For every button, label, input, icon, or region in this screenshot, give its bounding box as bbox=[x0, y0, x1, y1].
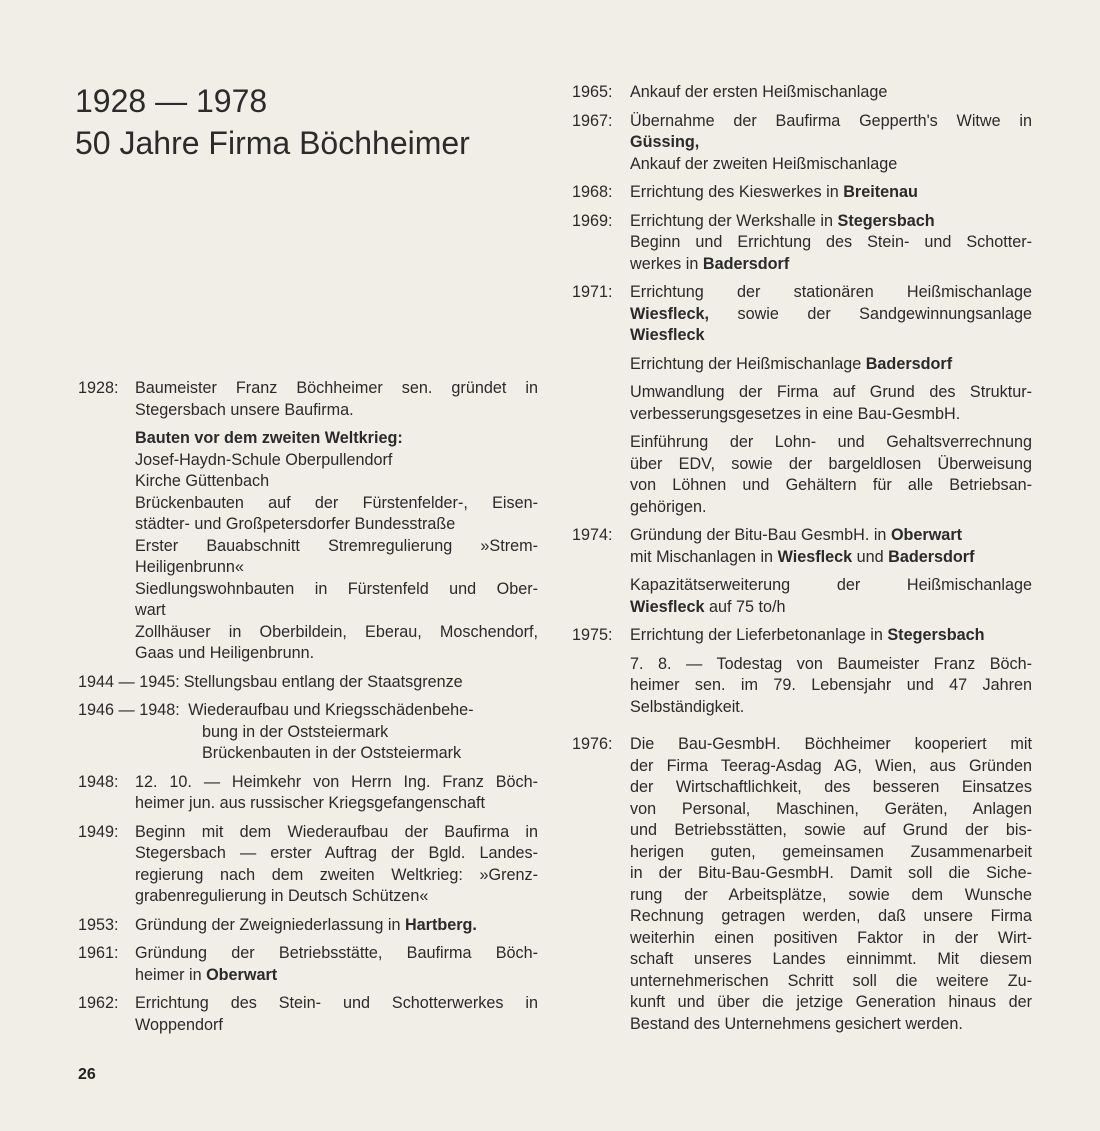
entry-text: bung in der Oststeiermark Brückenbauten in der Oststeiermark bbox=[202, 722, 462, 762]
entry-text: Errichtung des Kieswerkes in Breitenau bbox=[630, 183, 918, 201]
entry-text: Übernahme der Baufirma Gepperth's Witwe in Güssing, Ankauf der zweiten Heißmischanlage bbox=[630, 111, 1032, 173]
entry-text: Errichtung des Stein- und Schotterwerkes in Woppendorf bbox=[135, 994, 538, 1034]
entry-text: Errichtung der Lieferbetonanlage in Stegersbach 7. 8. — Todestag von Baumeister Franz Böch- heimer sen. im 79. Lebensjahr und 47 Jahren Selbständigkeit. bbox=[630, 626, 1032, 716]
place-name: Wiesfleck bbox=[630, 326, 705, 344]
entry-year: 1948: bbox=[78, 772, 119, 791]
entry-text: 12. 10. — Heimkehr von Herrn Ing. Franz Böch- heimer jun. aus russischer Kriegsgefangenschaft bbox=[135, 772, 538, 812]
place-name: Wiesfleck, bbox=[630, 304, 710, 323]
building-item: Kirche Güttenbach bbox=[135, 472, 270, 490]
place-name: Badersdorf bbox=[865, 354, 953, 373]
place-name: Badersdorf bbox=[702, 254, 790, 273]
chronicle-entry-1974 bbox=[572, 525, 1032, 618]
chronicle-entry-1962 bbox=[78, 993, 538, 1036]
chronicle-entry-1965 bbox=[572, 82, 1032, 104]
building-item: Zollhäuser in Oberbildein, Eberau, Moschendorf, bbox=[135, 622, 538, 641]
place-name: Oberwart bbox=[206, 965, 278, 984]
building-item: Josef-Haydn-Schule Oberpullendorf bbox=[135, 450, 393, 469]
entry-text: Beginn mit dem Wiederaufbau der Baufirma in Stegersbach — erster Auftrag der Bgld. Landes- regierung nach dem zweiten Weltkrieg: »Grenz- grabenregulierung in Deutsch Schützen« bbox=[135, 822, 538, 905]
entry-year: 1961: bbox=[78, 944, 119, 962]
right-column bbox=[572, 82, 1032, 1042]
entry-text: Gründung der Betriebsstätte, Baufirma Böch- heimer in Oberwart bbox=[135, 944, 538, 984]
page-number: 26 bbox=[78, 1066, 96, 1083]
place-name: Oberwart bbox=[890, 526, 963, 544]
chronicle-entry-1948 bbox=[78, 772, 538, 815]
left-column bbox=[78, 378, 538, 1043]
place-name: Breitenau bbox=[843, 183, 918, 201]
entry-text: Gründung der Bitu-Bau GesmbH. in Oberwart mit Mischanlagen in Wiesfleck und Badersdorf Kapazitätserweiterung der Heißmischanlage Wiesfleck auf 75 to/h bbox=[630, 526, 1032, 616]
entry-year: 1976: bbox=[572, 735, 613, 753]
title-years: 1928 — 1978 bbox=[75, 83, 268, 119]
entry-text: Stellungsbau entlang der Staatsgrenze bbox=[183, 672, 463, 691]
chronicle-entry-1967 bbox=[572, 111, 1032, 176]
place-name: Stegersbach bbox=[887, 626, 985, 644]
building-item: städter- und Großpetersdorfer Bundesstraße bbox=[135, 515, 456, 533]
entry-text: Errichtung der Werkshalle in Stegersbach Beginn und Errichtung des Stein- und Schotter- werkes in Badersdorf bbox=[630, 211, 1032, 273]
entry-year: 1968: bbox=[572, 183, 613, 201]
chronicle-entry-1976 bbox=[572, 734, 1032, 1035]
entry-text: Errichtung der stationären Heißmischanlage Wiesfleck, sowie der Sandgewinnungsanlage Wiesfleck Errichtung der Heißmischanlage Badersdorf Umwandlung der Firma auf Grund des Struktur- verbesserungsgesetzes in eine Bau-GesmbH. Einführung der Lohn- und Gehaltsverrechnung über EDV, sowie der bargeldlosen Überweisung von Löhnen und Gehältern für alle Betriebsan- gehörigen. bbox=[630, 283, 1032, 516]
entry-year: 1975: bbox=[572, 626, 613, 644]
chronicle-entry-1928 bbox=[78, 378, 538, 665]
entry-text: Gründung der Zweigniederlassung in Hartberg. bbox=[135, 915, 477, 934]
building-item: Gaas und Heiligenbrunn. bbox=[135, 644, 315, 662]
entry-year: 1946 — 1948: bbox=[78, 701, 180, 719]
entry-year: 1928: bbox=[78, 379, 119, 397]
entry-year: 1969: bbox=[572, 211, 613, 230]
entry-year: 1949: bbox=[78, 822, 119, 841]
entry-year: 1971: bbox=[572, 283, 613, 301]
entry-year: 1944 — 1945: bbox=[78, 672, 180, 691]
chronicle-entry-1971 bbox=[572, 282, 1032, 518]
page-title bbox=[75, 80, 470, 164]
place-name: Wiesfleck bbox=[630, 597, 705, 616]
chronicle-entry-1961 bbox=[78, 943, 538, 986]
entry-text: Ankauf der ersten Heißmischanlage bbox=[630, 83, 888, 101]
building-item: Erster Bauabschnitt Stremregulierung »Strem- bbox=[135, 536, 538, 555]
chronicle-entry-1975 bbox=[572, 625, 1032, 718]
section-heading: Bauten vor dem zweiten Weltkrieg: bbox=[135, 429, 403, 447]
building-item: Heiligenbrunn« bbox=[135, 558, 244, 576]
place-name: Hartberg. bbox=[404, 915, 477, 934]
chronicle-entry-1946-1948: 1946 — 1948: Wiederaufbau und Kriegsschädenbehe- bung in der Oststeiermark Brückenbauten in der Oststeiermark bbox=[78, 700, 538, 765]
entry-year: 1953: bbox=[78, 915, 119, 934]
place-name: Wiesfleck bbox=[777, 547, 853, 566]
entry-text: Die Bau-GesmbH. Böchheimer kooperiert mit der Firma Teerag-Asdag AG, Wien, aus Gründen der Wirtschaftlichkeit, des besseren Einsatzes von Personal, Maschinen, Geräten, Anlagen und Betriebsstätten, sowie auf Grund der bis- herigen guten, gemeinsamen Zusammenarbeit in der Bitu-Bau-GesmbH. Damit soll die Siche- rung der Arbeitsplätze, sowie dem Wunsche Rechnung getragen werden, daß unsere Firma weiterhin einen positiven Faktor in der Wirt- schaft unseres Landes einnimmt. Mit diesem unternehmerischen Schritt soll die weitere Zu- kunft und über die jetzige Generation hinaus der Bestand des Unternehmens gesichert werden. bbox=[630, 735, 1032, 1033]
entry-year: 1962: bbox=[78, 994, 119, 1012]
building-item: wart bbox=[135, 601, 166, 619]
entry-year: 1965: bbox=[572, 83, 613, 101]
chronicle-entry-1949 bbox=[78, 822, 538, 908]
entry-text: Baumeister Franz Böchheimer sen. gründet in Stegersbach unsere Baufirma. Bauten vor dem zweiten Weltkrieg: Josef-Haydn-Schule Oberpullendorf Kirche Güttenbach Brückenbauten auf der Fürstenfelder-, Eisen- städter- und Großpetersdorfer Bundesstraße Erster Bauabschnitt Stremregulierung »Strem- Heiligenbrunn« Siedlungswohnbauten in Fürstenfeld und Ober- wart Zollhäuser in Oberbildein, Eberau, Moschendorf, Gaas und Heiligenbrunn. bbox=[135, 378, 538, 665]
entry-year: 1967: bbox=[572, 111, 613, 130]
place-name: Stegersbach bbox=[837, 211, 935, 230]
chronicle-entry-1968 bbox=[572, 182, 1032, 204]
place-name: Badersdorf bbox=[888, 547, 975, 566]
chronicle-entry-1969 bbox=[572, 211, 1032, 276]
chronicle-entry-1944-1945 bbox=[78, 672, 538, 694]
title-subtitle: 50 Jahre Firma Böchheimer bbox=[75, 125, 470, 161]
place-name: Güssing, bbox=[630, 133, 700, 151]
entry-year: 1974: bbox=[572, 526, 613, 544]
building-item: Brückenbauten auf der Fürstenfelder-, Eisen- bbox=[135, 493, 538, 512]
chronicle-entry-1953 bbox=[78, 915, 538, 937]
building-item: Siedlungswohnbauten in Fürstenfeld und Ober- bbox=[135, 579, 538, 598]
